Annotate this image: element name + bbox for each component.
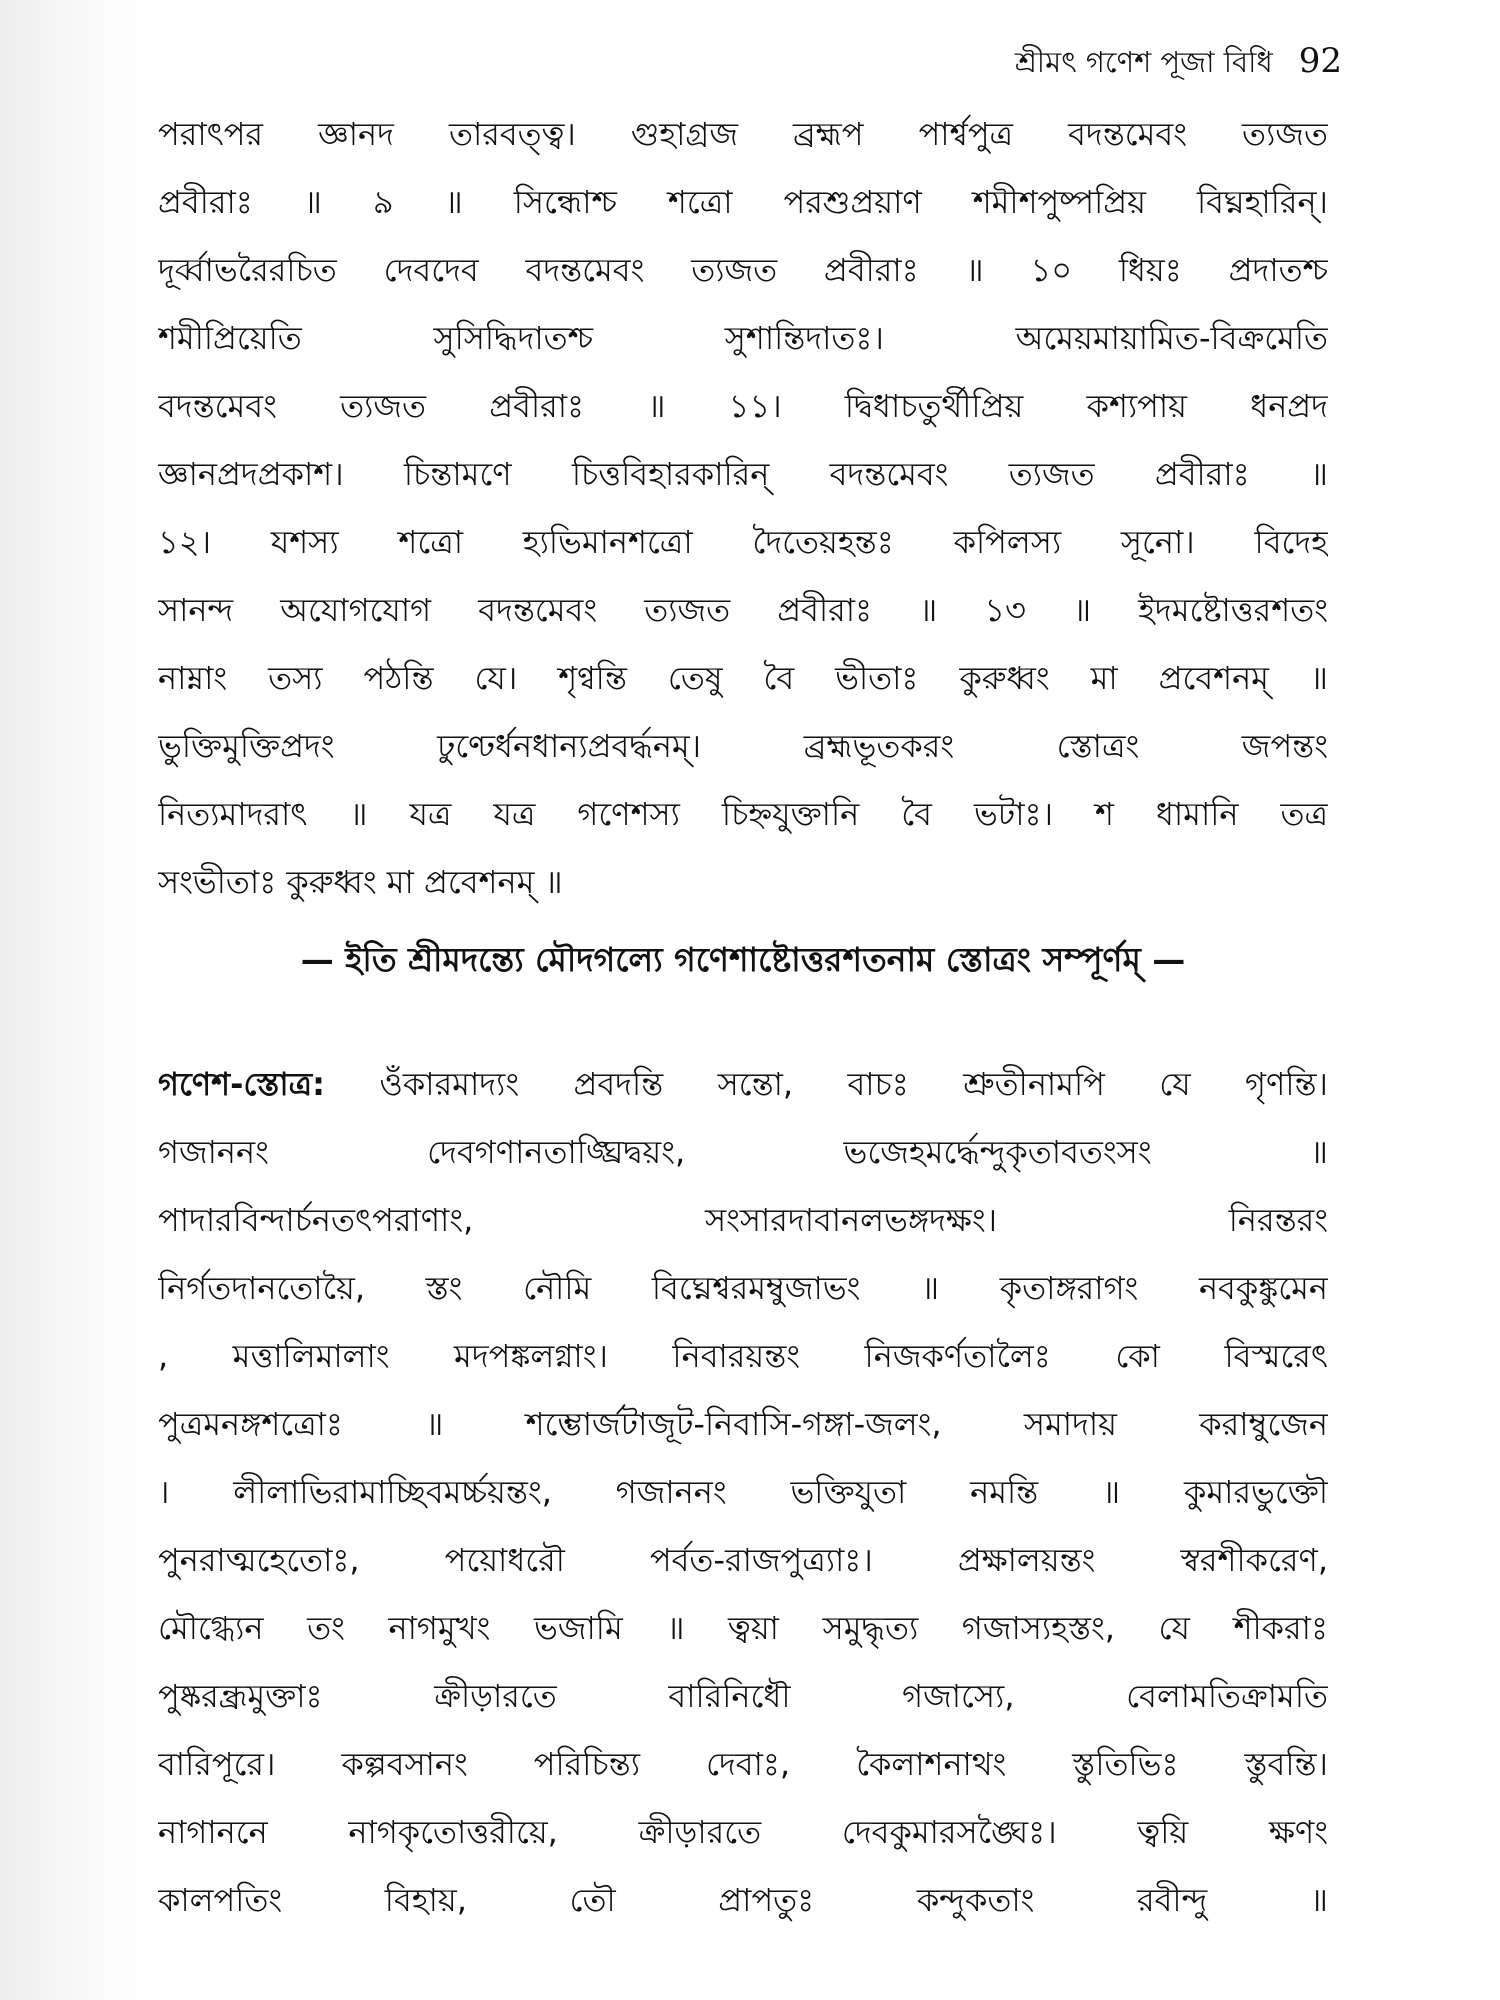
text-line: কালপতিং বিহায়, তৌ প্রাপতুঃ কন্দুকতাং রবীন্দু ॥ [158, 1881, 1328, 1919]
page-number: 92 [1298, 41, 1342, 81]
text-line: পাদারবিন্দার্চনতৎপরাণাং, সংসারদাবানলভঙ্গদক্ষং। নিরন্তরং [158, 1201, 1328, 1239]
text-line: পুনরাত্মহেতোঃ, পয়োধরৌ পর্বত-রাজপুত্র্যাঃ। প্রক্ষালয়ন্তং স্বরশীকরেণ, [158, 1541, 1328, 1579]
text-line: , মত্তালিমালাং মদপঙ্কলগ্নাং। নিবারয়ন্তং নিজকর্ণতালৈঃ কো বিস্মরেৎ [158, 1337, 1328, 1375]
text-line: নির্গতদানতোয়ৈ, স্তং নৌমি বিঘ্নেশ্বরমম্বুজাভং ॥ কৃতাঙ্গরাগং নবকুঙ্কুমেন [158, 1269, 1328, 1307]
text-line: পুত্রমনঙ্গশত্রোঃ ॥ শম্ভোর্জটাজূট-নিবাসি-গঙ্গা-জলং, সমাদায় করাম্বুজেন [158, 1405, 1328, 1443]
text-line: নাগাননে নাগকৃতোত্তরীয়ে, ক্রীড়ারতে দেবকুমারসঙ্ঘৈঃ। ত্বয়ি ক্ষণং [158, 1813, 1328, 1851]
text-line-rest: ওঁকারমাদ্যং প্রবদন্তি সন্তো, বাচঃ শ্রুতীনামপি যে গৃণন্তি। [324, 1065, 1328, 1103]
text-line: ১২। যশস্য শত্রো হ্যভিমানশত্রো দৈতেয়হন্তঃ কপিলস্য সূনো। বিদেহ [158, 523, 1328, 561]
text-line: সানন্দ অযোগযোগ বদন্তমেবং ত্যজত প্রবীরাঃ ॥ ১৩ ॥ ইদমষ্টোত্তরশতং [158, 591, 1328, 629]
text-line: ভুক্তিমুক্তিপ্রদং ঢুণ্ঢের্ধনধান্যপ্রবর্দ্ধনম্। ব্রহ্মভূতকরং স্তোত্রং জপন্তং [158, 727, 1328, 765]
text-line: প্রবীরাঃ ॥ ৯ ॥ সিন্ধোশ্চ শত্রো পরশুপ্রয়াণ শমীশপুষ্পপ্রিয় বিঘ্নহারিন্। [158, 183, 1328, 221]
colophon-heading: — ইতি শ্রীমদন্ত্যে মৌদগল্যে গণেশাষ্টোত্তরশতনাম স্তোত্রং সম্পূর্ণম্ — [300, 940, 1186, 979]
text-line: গজাননং দেবগণানতাঙ্ঘ্রিদ্বয়ং, ভজেহমর্দ্ধেন্দুকৃতাবতংসং ॥ [158, 1133, 1328, 1171]
text-line: শমীপ্রিয়েতি সুসিদ্ধিদাতশ্চ সুশান্তিদাতঃ। অমেয়মায়ামিত-বিক্রমেতি [158, 319, 1328, 357]
text-line: মৌগ্ধ্যেন তং নাগমুখং ভজামি ॥ ত্বয়া সমুদ্ধৃত্য গজাস্যহস্তং, যে শীকরাঃ [158, 1609, 1328, 1647]
text-line-first [158, 1050, 1328, 1118]
text-line: দূর্ব্বাভরৈরচিত দেবদেব বদন্তমেবং ত্যজত প্রবীরাঃ ॥ ১০ ধিয়ঃ প্রদাতশ্চ [158, 251, 1328, 289]
text-line: জ্ঞানপ্রদপ্রকাশ। চিন্তামণে চিত্তবিহারকারিন্ বদন্তমেবং ত্যজত প্রবীরাঃ ॥ [158, 455, 1328, 493]
section-label: গণেশ-স্তোত্র: [158, 1065, 325, 1103]
text-line: বদন্তমেবং ত্যজত প্রবীরাঃ ॥ ১১। দ্বিধাচতুর্থীপ্রিয় কশ্যপায় ধনপ্রদ [158, 387, 1328, 425]
stotram-part2 [158, 1050, 1328, 1934]
running-title: শ্রীমৎ গণেশ পূজা বিধি [1014, 45, 1273, 79]
stotram-part1 [158, 100, 1328, 916]
text-line: । লীলাভিরামাচ্ছিবমর্চ্চয়ন্তং, গজাননং ভক্তিযুতা নমন্তি ॥ কুমারভুক্তৌ [158, 1473, 1328, 1511]
text-line: পরাৎপর জ্ঞানদ তারবত্ত্ব। গুহাগ্রজ ব্রহ্মপ পার্শ্বপুত্র বদন্তমেবং ত্যজত [158, 115, 1328, 153]
text-line: নিত্যমাদরাৎ ॥ যত্র যত্র গণেশস্য চিহ্নযুক্তানি বৈ ভটাঃ। শ ধামানি তত্র [158, 795, 1328, 833]
text-line: সংভীতাঃ কুরুধ্বং মা প্রবেশনম্ ॥ [158, 863, 563, 901]
text-line: বারিপূরে। কল্পবসানং পরিচিন্ত্য দেবাঃ, কৈলাশনাথং স্তুতিভিঃ স্তুবন্তি। [158, 1745, 1328, 1783]
running-header [1015, 40, 1342, 89]
text-line: পুষ্করন্ধ্রমুক্তাঃ ক্রীড়ারতে বারিনিধৌ গজাস্যে, বেলামতিক্রামতি [158, 1677, 1328, 1715]
text-line: নাম্নাং তস্য পঠন্তি যে। শৃণ্বন্তি তেষু বৈ ভীতাঃ কুরুধ্বং মা প্রবেশনম্ ॥ [158, 659, 1328, 697]
